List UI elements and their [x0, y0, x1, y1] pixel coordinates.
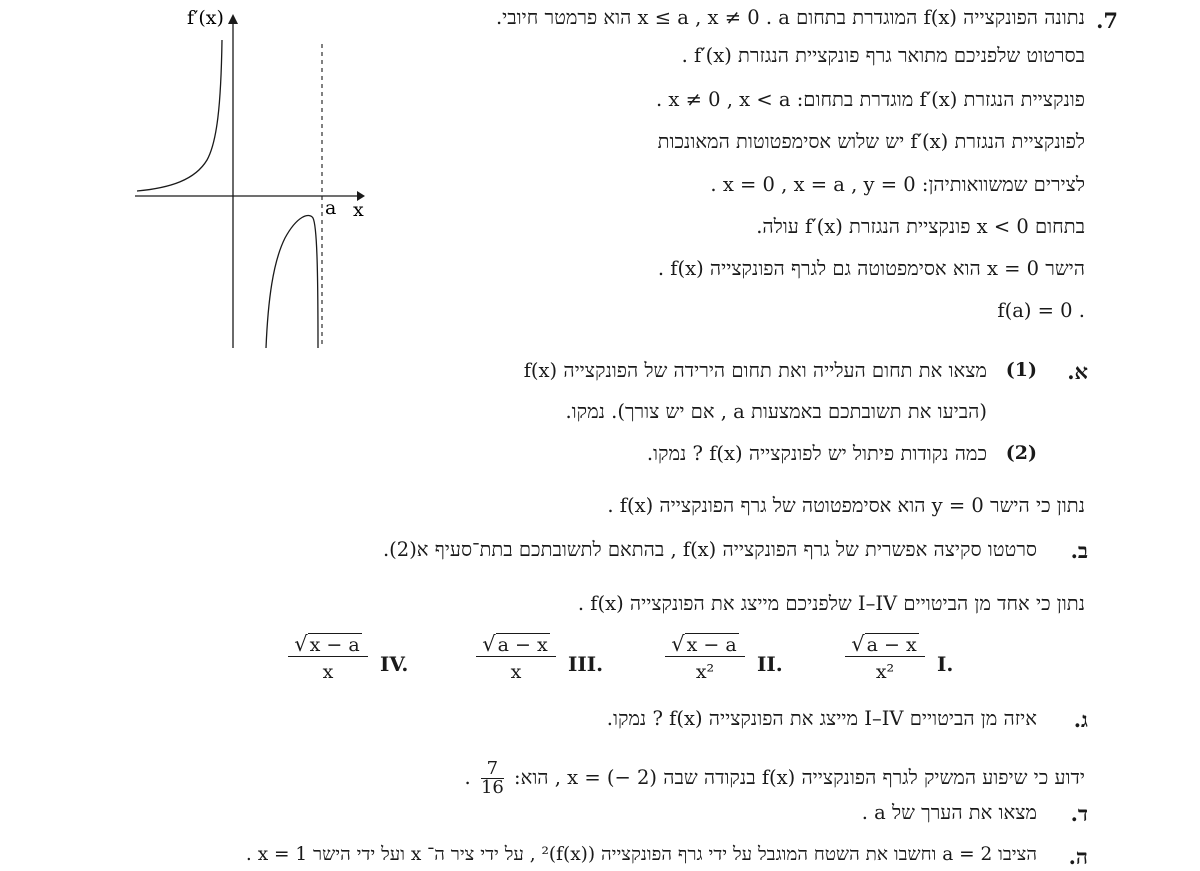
- roman-numeral: IV.: [380, 652, 409, 676]
- expression-fraction: $\frac{√ a - x}{\text{x²}}$: [845, 632, 925, 683]
- radicand: x − a: [309, 634, 360, 656]
- expression-fraction: $\frac{√ x - a}{x}$: [288, 632, 368, 683]
- expression-I: [845, 632, 965, 692]
- slope-denominator: 16: [480, 777, 504, 798]
- expression-III: [476, 632, 616, 692]
- given-expressions: נתון כי אחד מן הביטויים I–IV שלפניכם מייצג את הפונקצייה f(x) .: [577, 592, 1085, 615]
- curve-left-branch: [137, 40, 222, 191]
- given-asymptote: נתון כי הישר y = 0 הוא אסימפטוטה של גרף הפונקצייה f(x) .: [607, 494, 1085, 517]
- derivative-graph: [125, 0, 405, 360]
- slope-fraction: [481, 760, 504, 797]
- intro-line: לפונקציית הנגזרת f′(x) יש שלוש אסימפטוטות המאונכות: [657, 130, 1085, 153]
- given-slope-text: ידוע כי שיפוע המשיק לגרף הפונקצייה f(x) בנקודה שבה x = (− 2) , הוא:: [514, 766, 1085, 789]
- roman-numeral: II.: [757, 652, 783, 676]
- intro-line: בסרטוט שלפניכם מתואר גרף פונקציית הנגזרת f′(x) .: [681, 44, 1085, 67]
- part-d-text: מצאו את הערך של a .: [861, 801, 1037, 824]
- given-slope: [465, 760, 1085, 797]
- denominator: x²: [695, 661, 715, 683]
- roman-numeral: III.: [568, 652, 604, 676]
- part-a-label: א.: [1067, 359, 1088, 384]
- expression-II: [665, 632, 795, 692]
- y-axis-label: f′(x): [187, 7, 224, 29]
- question-number: .7: [1096, 8, 1118, 33]
- curve-middle-branch: [266, 215, 318, 348]
- part-b-label: ב.: [1070, 538, 1088, 563]
- part-d-label: ד.: [1070, 801, 1088, 826]
- intro-line: הישר x = 0 הוא אסימפטוטה גם לגרף הפונקצייה f(x) .: [657, 257, 1085, 280]
- intro-line: בתחום x < 0 פונקציית הנגזרת f′(x) עולה.: [756, 215, 1085, 238]
- intro-line: נתונה הפונקצייה f(x) המוגדרת בתחום x ≤ a , x ≠ 0 . a הוא פרמטר חיובי.: [495, 6, 1085, 29]
- intro-line: פונקציית הנגזרת f′(x) מוגדרת בתחום: x ≠ 0 , x < a .: [656, 88, 1085, 111]
- part-a1-number: (1): [1005, 359, 1037, 381]
- part-e-text: הציבו a = 2 וחשבו את השטח המוגבל על ידי גרף הפונקצייה (f(x))² , על ידי ציר ה־ x ועל ידי הישר x = 1 .: [245, 844, 1037, 865]
- denominator: x: [322, 661, 334, 683]
- intro-line: לצירים שמשוואותיהן: x = 0 , x = a , y = 0 .: [710, 173, 1085, 196]
- denominator: x: [510, 661, 522, 683]
- slope-numerator: 7: [481, 760, 504, 779]
- part-c-label: ג.: [1073, 707, 1088, 732]
- expression-fraction: $\frac{√ x - a}{\text{x²}}$: [665, 632, 745, 683]
- part-e-label: ה.: [1068, 844, 1088, 869]
- radicand: a − x: [497, 634, 548, 656]
- intro-line: f(a) = 0 .: [997, 299, 1085, 322]
- part-a1-text-cont: (הביעו את תשובתכם באמצעות a , אם יש צורך). נמקו.: [565, 400, 987, 423]
- radicand: x − a: [686, 634, 737, 656]
- radicand: a − x: [866, 634, 917, 656]
- expression-IV: [288, 632, 428, 692]
- denominator: x²: [875, 661, 895, 683]
- roman-numeral: I.: [937, 652, 954, 676]
- x-axis-label: x: [353, 199, 364, 221]
- part-a2-number: (2): [1005, 442, 1037, 464]
- slope-period: .: [464, 766, 471, 789]
- part-a2-text: כמה נקודות פיתול יש לפונקצייה f(x) ? נמקו.: [646, 442, 987, 465]
- expression-fraction: $\frac{√ a - x}{x}$: [476, 632, 556, 683]
- part-b-text: סרטטו סקיצה אפשרית של גרף הפונקצייה f(x) , בהתאם לתשובתכם בתת־סעיף א(2).: [382, 538, 1037, 561]
- a-tick-label: a: [325, 197, 337, 219]
- part-c-text: איזה מן הביטויים I–IV מייצג את הפונקצייה f(x) ? נמקו.: [606, 707, 1037, 730]
- y-axis-arrow: [228, 14, 238, 24]
- part-a1-text: מצאו את תחום העלייה ואת תחום הירידה של הפונקצייה f(x): [523, 359, 987, 382]
